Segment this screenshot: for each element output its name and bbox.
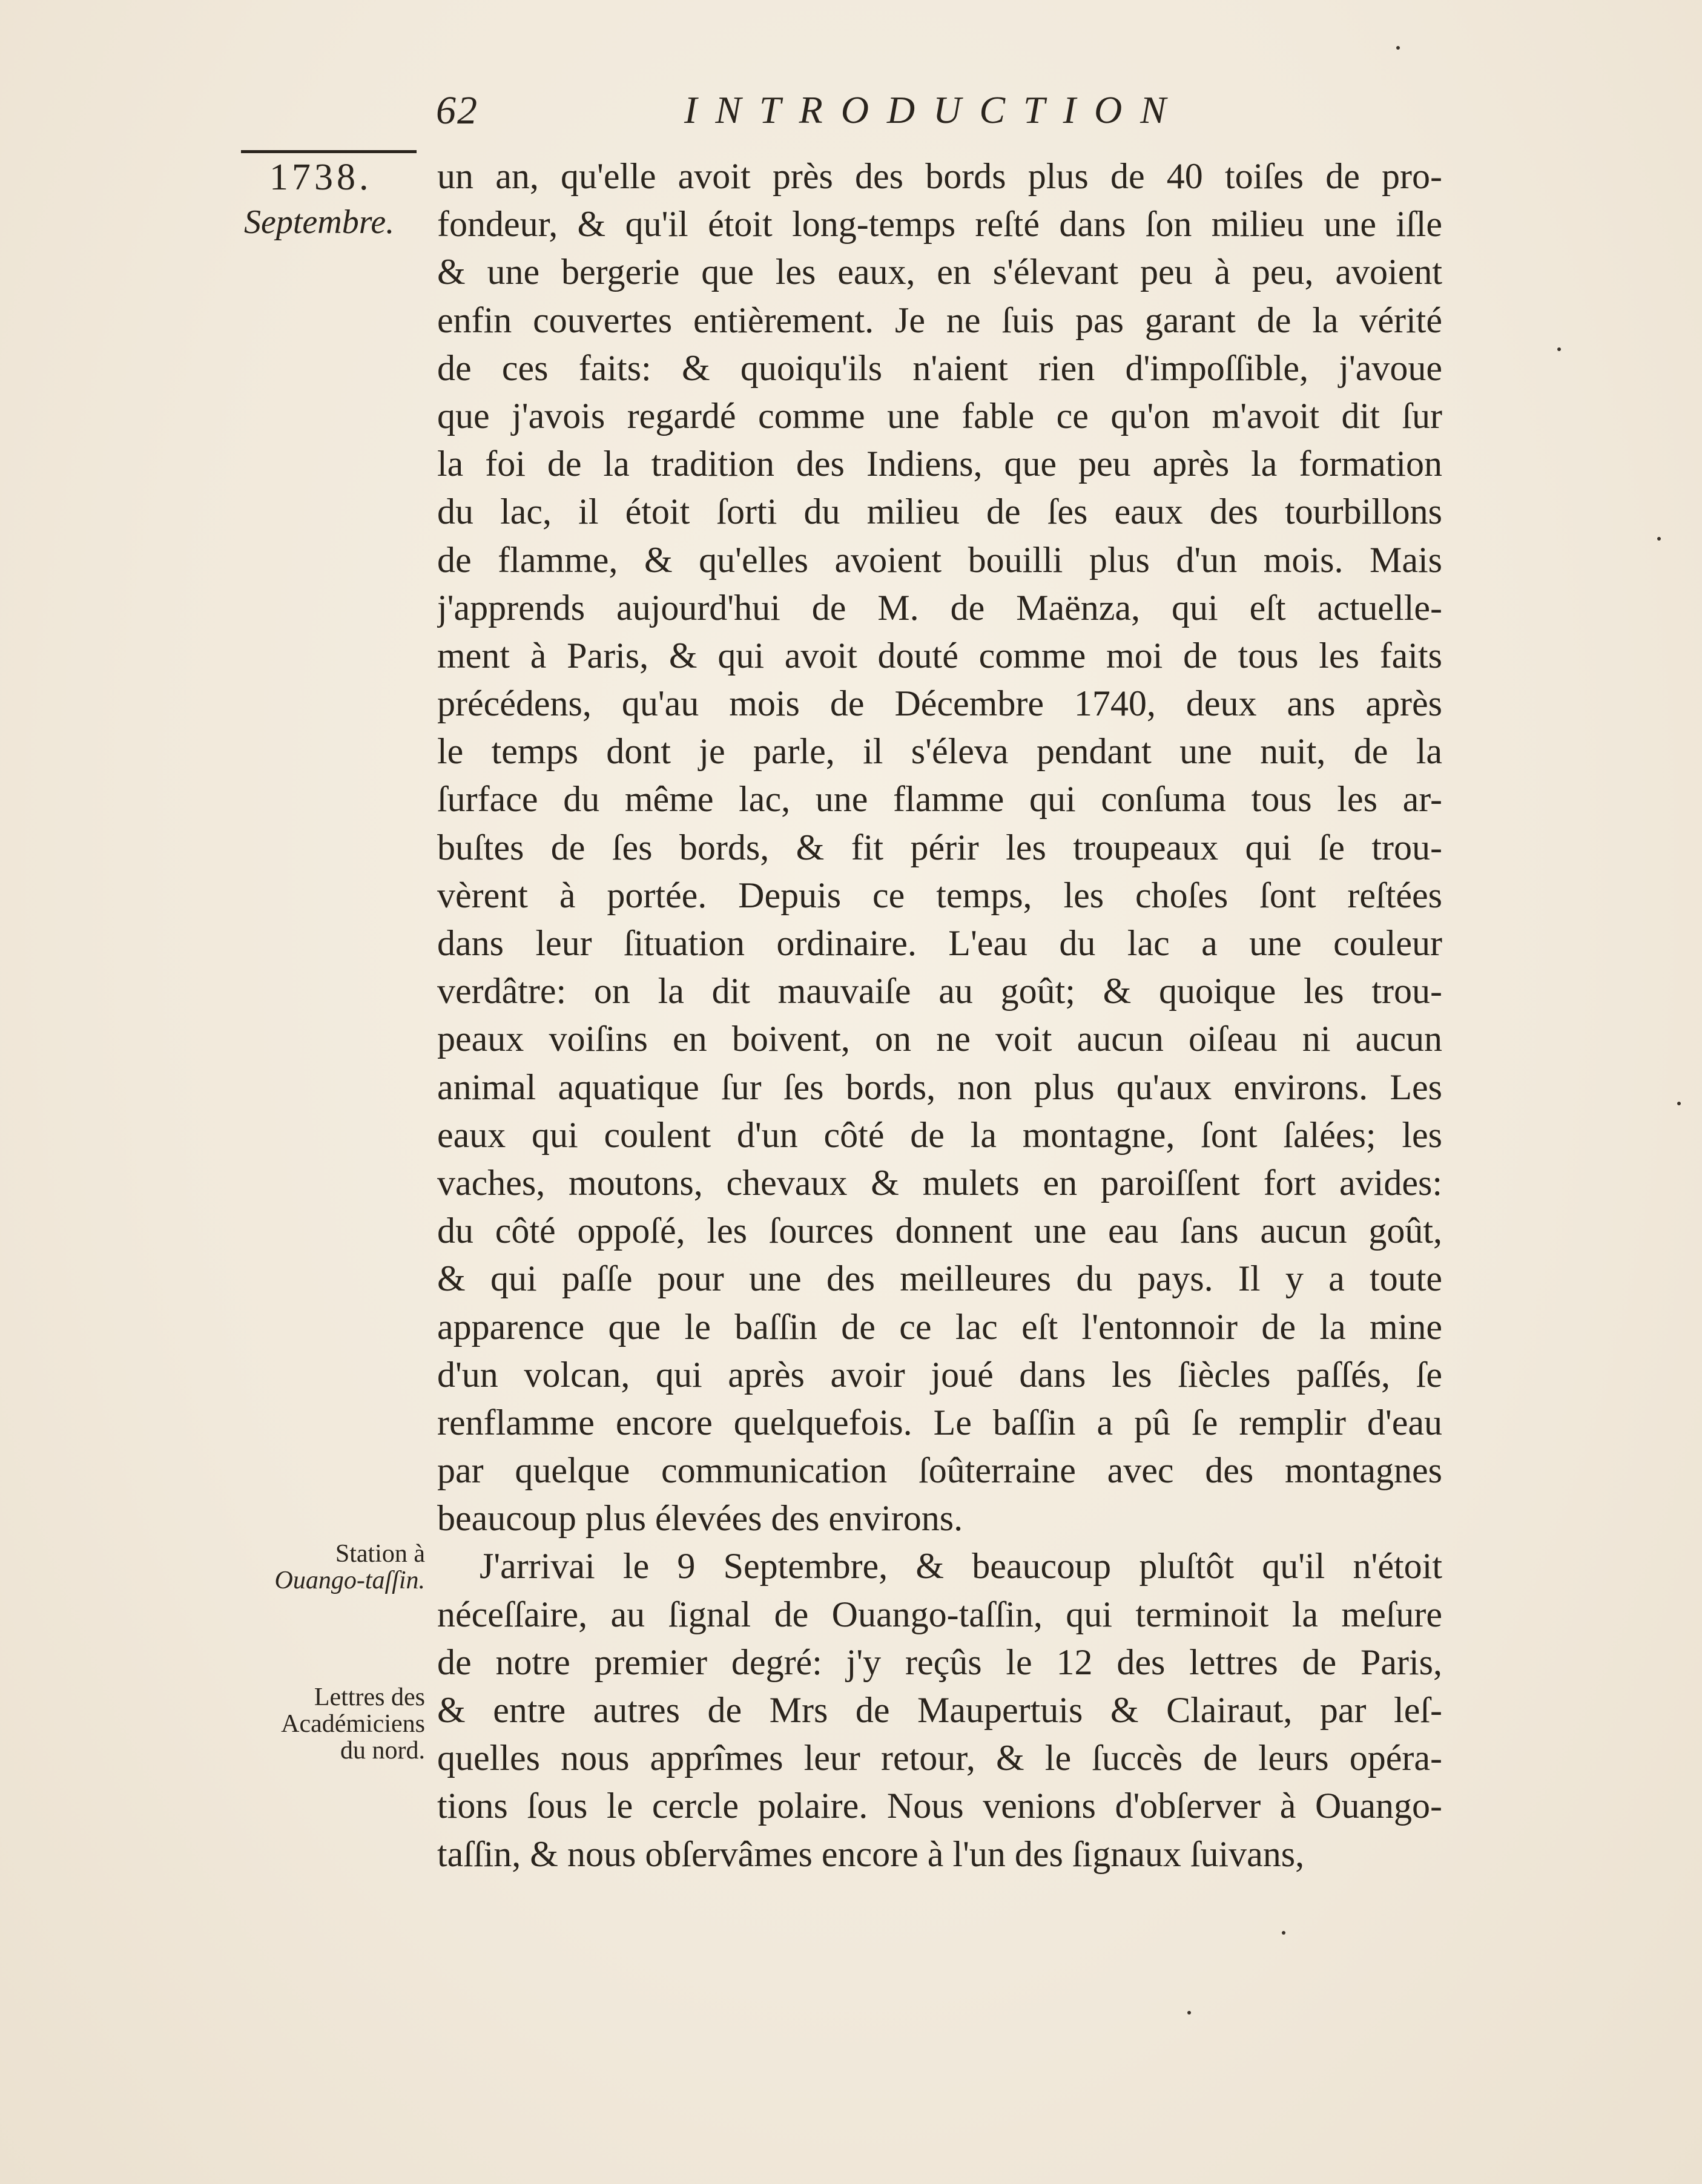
text-line: & qui paſſe pour une des meilleures du pays. Il y a toute: [437, 1258, 1442, 1299]
ink-speck: [1657, 537, 1661, 541]
text-line: de ces faits: & quoiqu'ils n'aient rien d'impoſſible, j'avoue: [437, 347, 1442, 388]
text-line: néceſſaire, au ſignal de Ouango-taſſin, qui terminoit la meſure: [437, 1594, 1442, 1634]
text-line: de notre premier degré: j'y reçûs le 12 des lettres de Paris,: [437, 1642, 1442, 1682]
text-line: vaches, moutons, chevaux & mulets en paroiſſent fort avides:: [437, 1162, 1442, 1203]
text-line: ment à Paris, & qui avoit douté comme moi de tous les faits: [437, 635, 1442, 676]
sidenote-line: Académiciens: [281, 1710, 425, 1738]
text-line: quelles nous apprîmes leur retour, & le ſuccès de leurs opéra-: [437, 1738, 1442, 1778]
sidenote-station: [243, 1541, 425, 1594]
text-line: taſſin, & nous obſervâmes encore à l'un des ſignaux ſuivans,: [437, 1834, 1305, 1874]
text-line: ſurface du même lac, une flamme qui conſuma tous les ar-: [437, 779, 1442, 820]
body-text: [437, 153, 1442, 1878]
text-line: fondeur, & qu'il étoit long-temps reſté dans ſon milieu une iſle: [437, 204, 1442, 245]
text-line: & entre autres de Mrs de Maupertuis & Clairaut, par leſ-: [437, 1690, 1442, 1730]
text-line: peaux voiſins en boivent, on ne voit aucun oiſeau ni aucun: [437, 1019, 1442, 1059]
text-line: verdâtre: on la dit mauvaiſe au goût; & quoique les trou-: [437, 971, 1442, 1011]
page-number: 62: [436, 88, 478, 133]
text-line: dans leur ſituation ordinaire. L'eau du lac a une couleur: [437, 923, 1442, 963]
text-line: buſtes de ſes bords, & fit périr les troupeaux qui ſe trou-: [437, 827, 1442, 867]
text-line: le temps dont je parle, il s'éleva pendant une nuit, de la: [437, 731, 1442, 772]
text-line: d'un volcan, qui après avoir joué dans les ſiècles paſſés, ſe: [437, 1354, 1442, 1395]
text-line: eaux qui coulent d'un côté de la montagne, ſont ſalées; les: [437, 1114, 1442, 1155]
sidenote-line: du nord.: [340, 1737, 425, 1765]
ink-speck: [1396, 46, 1400, 50]
text-line: un an, qu'elle avoit près des bords plus de 40 toiſes de pro-: [437, 156, 1442, 196]
text-line: j'apprends aujourd'hui de M. de Maënza, qui eſt actuelle-: [437, 587, 1442, 628]
text-line: apparence que le baſſin de ce lac eſt l'entonnoir de la mine: [437, 1306, 1442, 1347]
text-line: par quelque communication ſoûterraine avec des montagnes: [437, 1450, 1442, 1491]
margin-year: 1738.: [269, 157, 372, 198]
ink-speck: [1677, 1102, 1681, 1105]
text-line: la foi de la tradition des Indiens, que peu après la formation: [437, 444, 1442, 484]
text-line: J'arrivai le 9 Septembre, & beaucoup pluſtôt qu'il n'étoit: [480, 1546, 1442, 1587]
sidenote-letters: [243, 1684, 425, 1764]
text-line: enfin couvertes entièrement. Je ne ſuis pas garant de la vérité: [437, 300, 1442, 340]
margin-month: Septembre.: [244, 203, 395, 241]
ink-speck: [1282, 1931, 1285, 1935]
text-line: beaucoup plus élevées des environs.: [437, 1498, 963, 1539]
text-line: animal aquatique ſur ſes bords, non plus qu'aux environs. Les: [437, 1067, 1442, 1107]
sidenote-line: Ouango-taſſin.: [274, 1567, 425, 1594]
ink-speck: [1187, 2011, 1191, 2015]
text-line: renflamme encore quelquefois. Le baſſin a pû ſe remplir d'eau: [437, 1402, 1442, 1442]
page-header: [436, 88, 1211, 142]
text-line: que j'avois regardé comme une fable ce qu'on m'avoit dit ſur: [437, 395, 1442, 436]
text-line: du lac, il étoit ſorti du milieu de ſes eaux des tourbillons: [437, 492, 1442, 532]
ink-speck: [1557, 347, 1561, 351]
text-line: & une bergerie que les eaux, en s'élevant peu à peu, avoient: [437, 252, 1442, 292]
text-line: vèrent à portée. Depuis ce temps, les choſes ſont reſtées: [437, 875, 1442, 915]
running-title: INTRODUCTION: [684, 88, 1184, 131]
sidenote-line: Station à: [335, 1540, 425, 1568]
text-line: tions ſous le cercle polaire. Nous venions d'obſerver à Ouango-: [437, 1786, 1442, 1826]
margin-rule: [241, 150, 417, 153]
text-line: de flamme, & qu'elles avoient bouilli plus d'un mois. Mais: [437, 539, 1442, 580]
text-line: précédens, qu'au mois de Décembre 1740, deux ans après: [437, 683, 1442, 724]
text-line: du côté oppoſé, les ſources donnent une eau ſans aucun goût,: [437, 1211, 1442, 1251]
sidenote-line: Lettres des: [314, 1683, 425, 1711]
